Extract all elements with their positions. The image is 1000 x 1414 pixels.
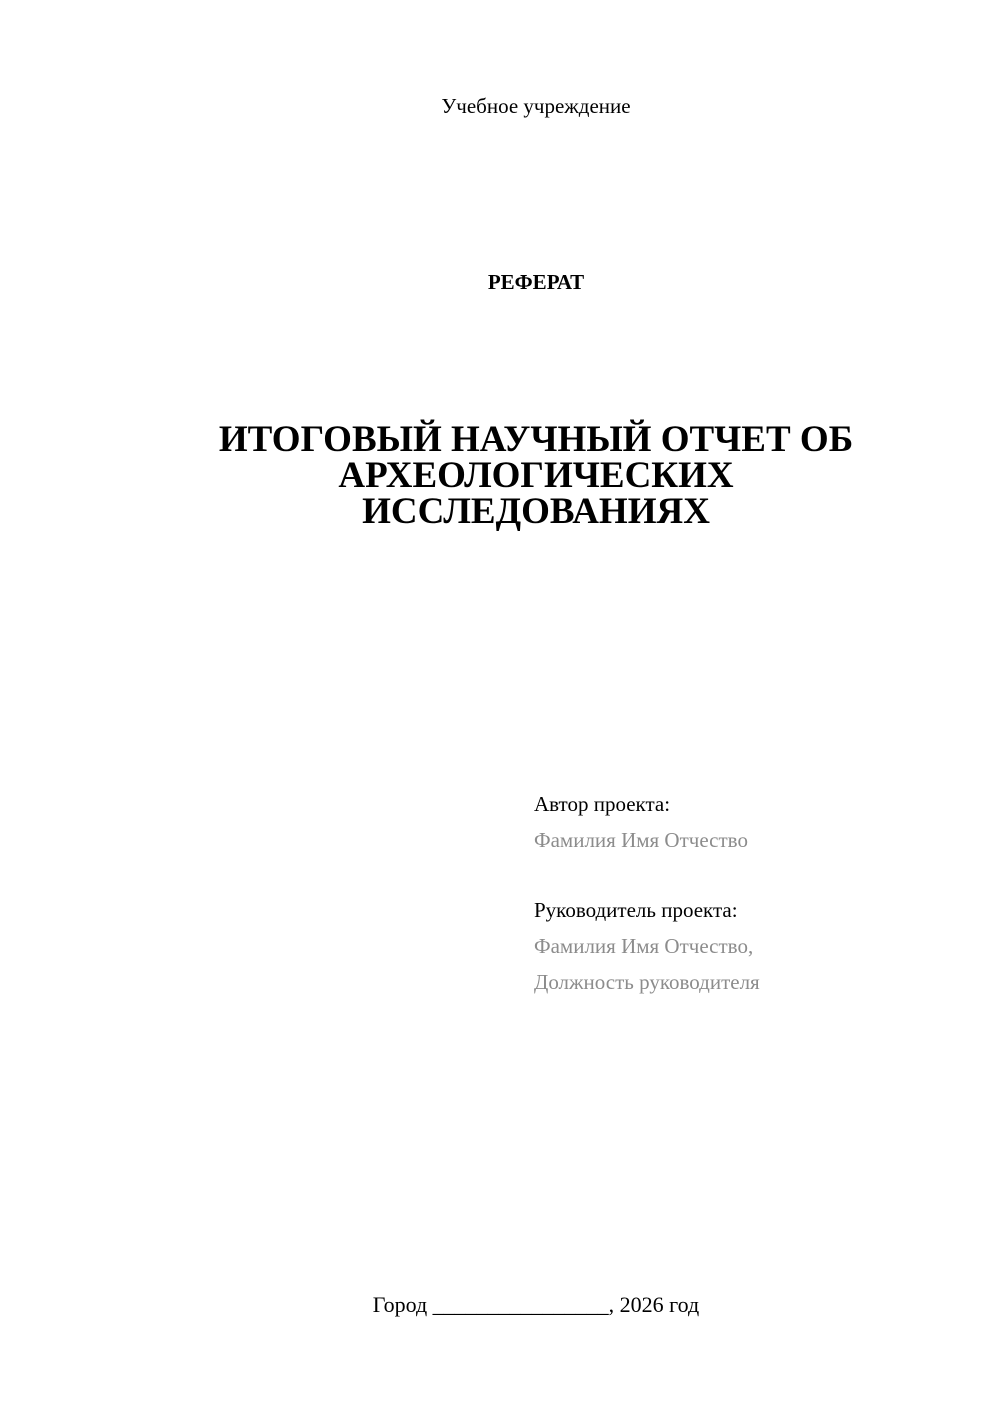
supervisor-name: Фамилия Имя Отчество, bbox=[534, 934, 754, 958]
document-type: РЕФЕРАТ bbox=[487, 270, 585, 294]
document-title bbox=[0, 419, 1000, 532]
supervisor-block bbox=[534, 892, 974, 1000]
supervisor-label: Руководитель проекта: bbox=[534, 898, 738, 922]
author-name: Фамилия Имя Отчество bbox=[534, 828, 748, 852]
title-line-3: ИССЛЕДОВАНИЯХ bbox=[362, 491, 710, 532]
author-block bbox=[534, 786, 974, 858]
institution-name: Учебное учреждение bbox=[441, 94, 631, 118]
author-label: Автор проекта: bbox=[534, 792, 671, 816]
supervisor-position: Должность руководителя bbox=[534, 970, 760, 994]
title-line-2: АРХЕОЛОГИЧЕСКИХ bbox=[338, 455, 734, 496]
city-year-line: Город ________________, 2026 год bbox=[372, 1292, 700, 1317]
title-line-1: ИТОГОВЫЙ НАУЧНЫЙ ОТЧЕТ ОБ bbox=[218, 419, 854, 460]
